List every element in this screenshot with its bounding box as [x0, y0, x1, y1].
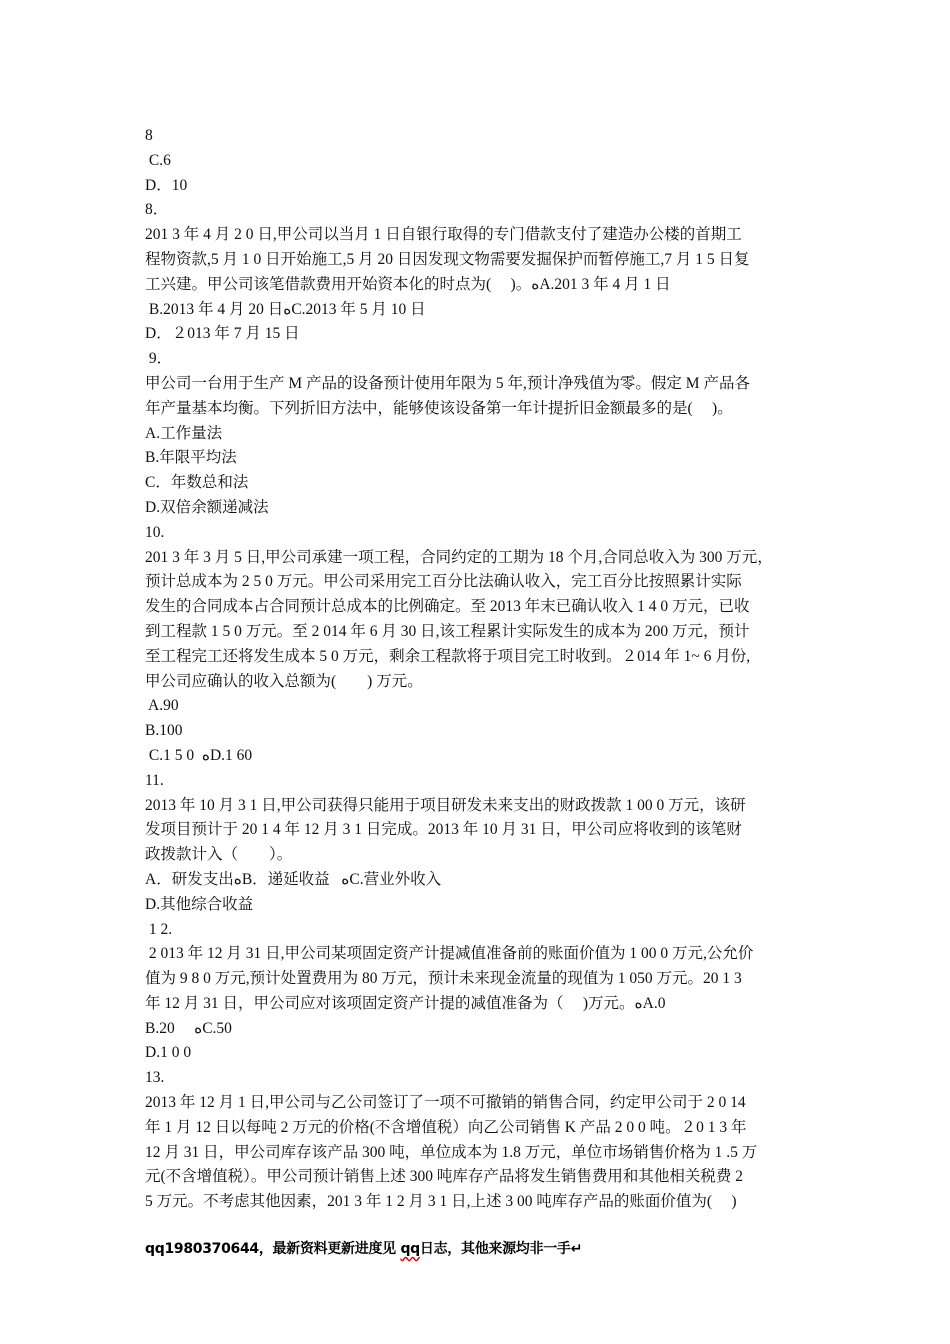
text-line: 8． [145, 201, 169, 219]
text-line: 5 万元。不考虑其他因素，201 3 年 1 2 月 3 1 日,上述 3 00 吨库存产品的账面价值为( ) [145, 1193, 737, 1211]
text-line: B.年限平均法 [145, 449, 237, 467]
text-line: 元(不含增值税）。甲公司预计销售上述 300 吨库存产品将发生销售费用和其他相关税费 2 [145, 1168, 744, 1186]
text-line: 程物资款,5 月 1 0 日开始施工,5 月 20 日因发现文物需要发掘保护而暂停施工,7 月 1 5 日复 [145, 250, 750, 268]
text-line: C.6 [145, 151, 171, 169]
text-line: 工兴建。甲公司该笔借款费用开始资本化的时点为( )。ﻩA.201 3 年 4 月 1 日 [145, 275, 671, 293]
text-line: 年 12 月 31 日，甲公司应对该项固定资产计提的减值准备为（ )万元。ﻩA.0 [145, 994, 666, 1012]
text-line: 2013 年 10 月 3 1 日,甲公司获得只能用于项目研发未来支出的财政拨款 1 00 0 万元，该研 [145, 796, 746, 814]
text-line: 到工程款 1 5 0 万元。至 2 014 年 6 月 30 日,该工程累计实际发生的成本为 200 万元，预计 [145, 622, 750, 640]
text-line: 年产量基本均衡。下列折旧方法中，能够使该设备第一年计提折旧金额最多的是( )。 [145, 399, 733, 417]
text-line: D.1 0 0 [145, 1044, 192, 1062]
footer-text-1: qq1980370644，最新资料更新进度见 [145, 1241, 401, 1257]
footer-qq-underlined: qq [400, 1241, 420, 1257]
text-line: D.双倍余额递减法 [145, 498, 269, 516]
text-line: D．10 [145, 176, 188, 194]
text-line: D.其他综合收益 [145, 895, 254, 913]
text-line: 甲公司应确认的收入总额为( ) 万元。 [145, 672, 423, 690]
text-line: 10. [145, 523, 165, 541]
text-line: 2 013 年 12 月 31 日,甲公司某项固定资产计提减值准备前的账面价值为 1 00 0 万元,公允价 [145, 945, 754, 963]
text-line: 2013 年 12 月 1 日,甲公司与乙公司签订了一项不可撤销的销售合同，约定甲公司于 2 0 14 [145, 1094, 746, 1112]
text-line: 年 1 月 12 日以每吨 2 万元的价格(不含增值税）向乙公司销售 K 产品 2 0 0 吨。２0 1 3 年 [145, 1118, 747, 1136]
text-line: 201 3 年 3 月 5 日,甲公司承建一项工程，合同约定的工期为 18 个月,合同总收入为 300 万元， [145, 548, 773, 566]
text-line: 发项目预计于 20 1 4 年 12 月 3 1 日完成。2013 年 10 月 31 日，甲公司应将收到的该笔财 [145, 821, 742, 839]
text-line: 201 3 年 4 月 2 0 日,甲公司以当月 1 日自银行取得的专门借款支付了建造办公楼的首期工 [145, 226, 742, 244]
text-line: 至工程完工还将发生成本 5 0 万元，剩余工程款将于项目完工时收到。２014 年 1~ 6 月份, [145, 647, 751, 665]
footer-text-2: 日志，其他来源均非一手↵ [419, 1241, 583, 1257]
text-line: 11. [145, 771, 164, 789]
document-body [145, 124, 815, 1215]
text-line: B.20 ﻩC.50 [145, 1019, 232, 1037]
text-line: A.90 [145, 697, 179, 715]
text-line: 8 [145, 127, 153, 144]
text-line: B.2013 年 4 月 20 日ﻩC.2013 年 5 月 10 日 [145, 300, 426, 318]
text-line: 13. [145, 1069, 165, 1087]
text-line: 1 2. [145, 920, 173, 938]
text-line: A．研发支出ﻩB．递延收益 ﻩC.营业外收入 [145, 870, 442, 888]
text-line: A.工作量法 [145, 424, 223, 442]
text-line: 政拨款计入（ ）。 [145, 846, 293, 864]
text-line: D．２013 年 7 月 15 日 [145, 325, 300, 343]
text-line: C.1 5 0 ﻩD.1 60 [145, 746, 253, 764]
text-line: 值为 9 8 0 万元,预计处置费用为 80 万元，预计未来现金流量的现值为 1 050 万元。20 1 3 [145, 970, 742, 988]
text-line: 甲公司一台用于生产 M 产品的设备预计使用年限为 5 年,预计净残值为零。假定 M 产品各 [145, 374, 750, 392]
text-line: C．年数总和法 [145, 474, 249, 492]
text-line: 预计总成本为 2 5 0 万元。甲公司采用完工百分比法确认收入，完工百分比按照累计实际 [145, 573, 742, 591]
text-line: B.100 [145, 722, 183, 740]
text-line: 12 月 31 日，甲公司库存该产品 300 吨，单位成本为 1.8 万元，单位市场销售价格为 1 .5 万 [145, 1143, 758, 1161]
text-line: 发生的合同成本占合同预计总成本的比例确定。至 2013 年末已确认收入 1 4 0 万元，已收 [145, 598, 750, 616]
text-line: 9． [145, 350, 173, 368]
footer-note [145, 1238, 582, 1258]
